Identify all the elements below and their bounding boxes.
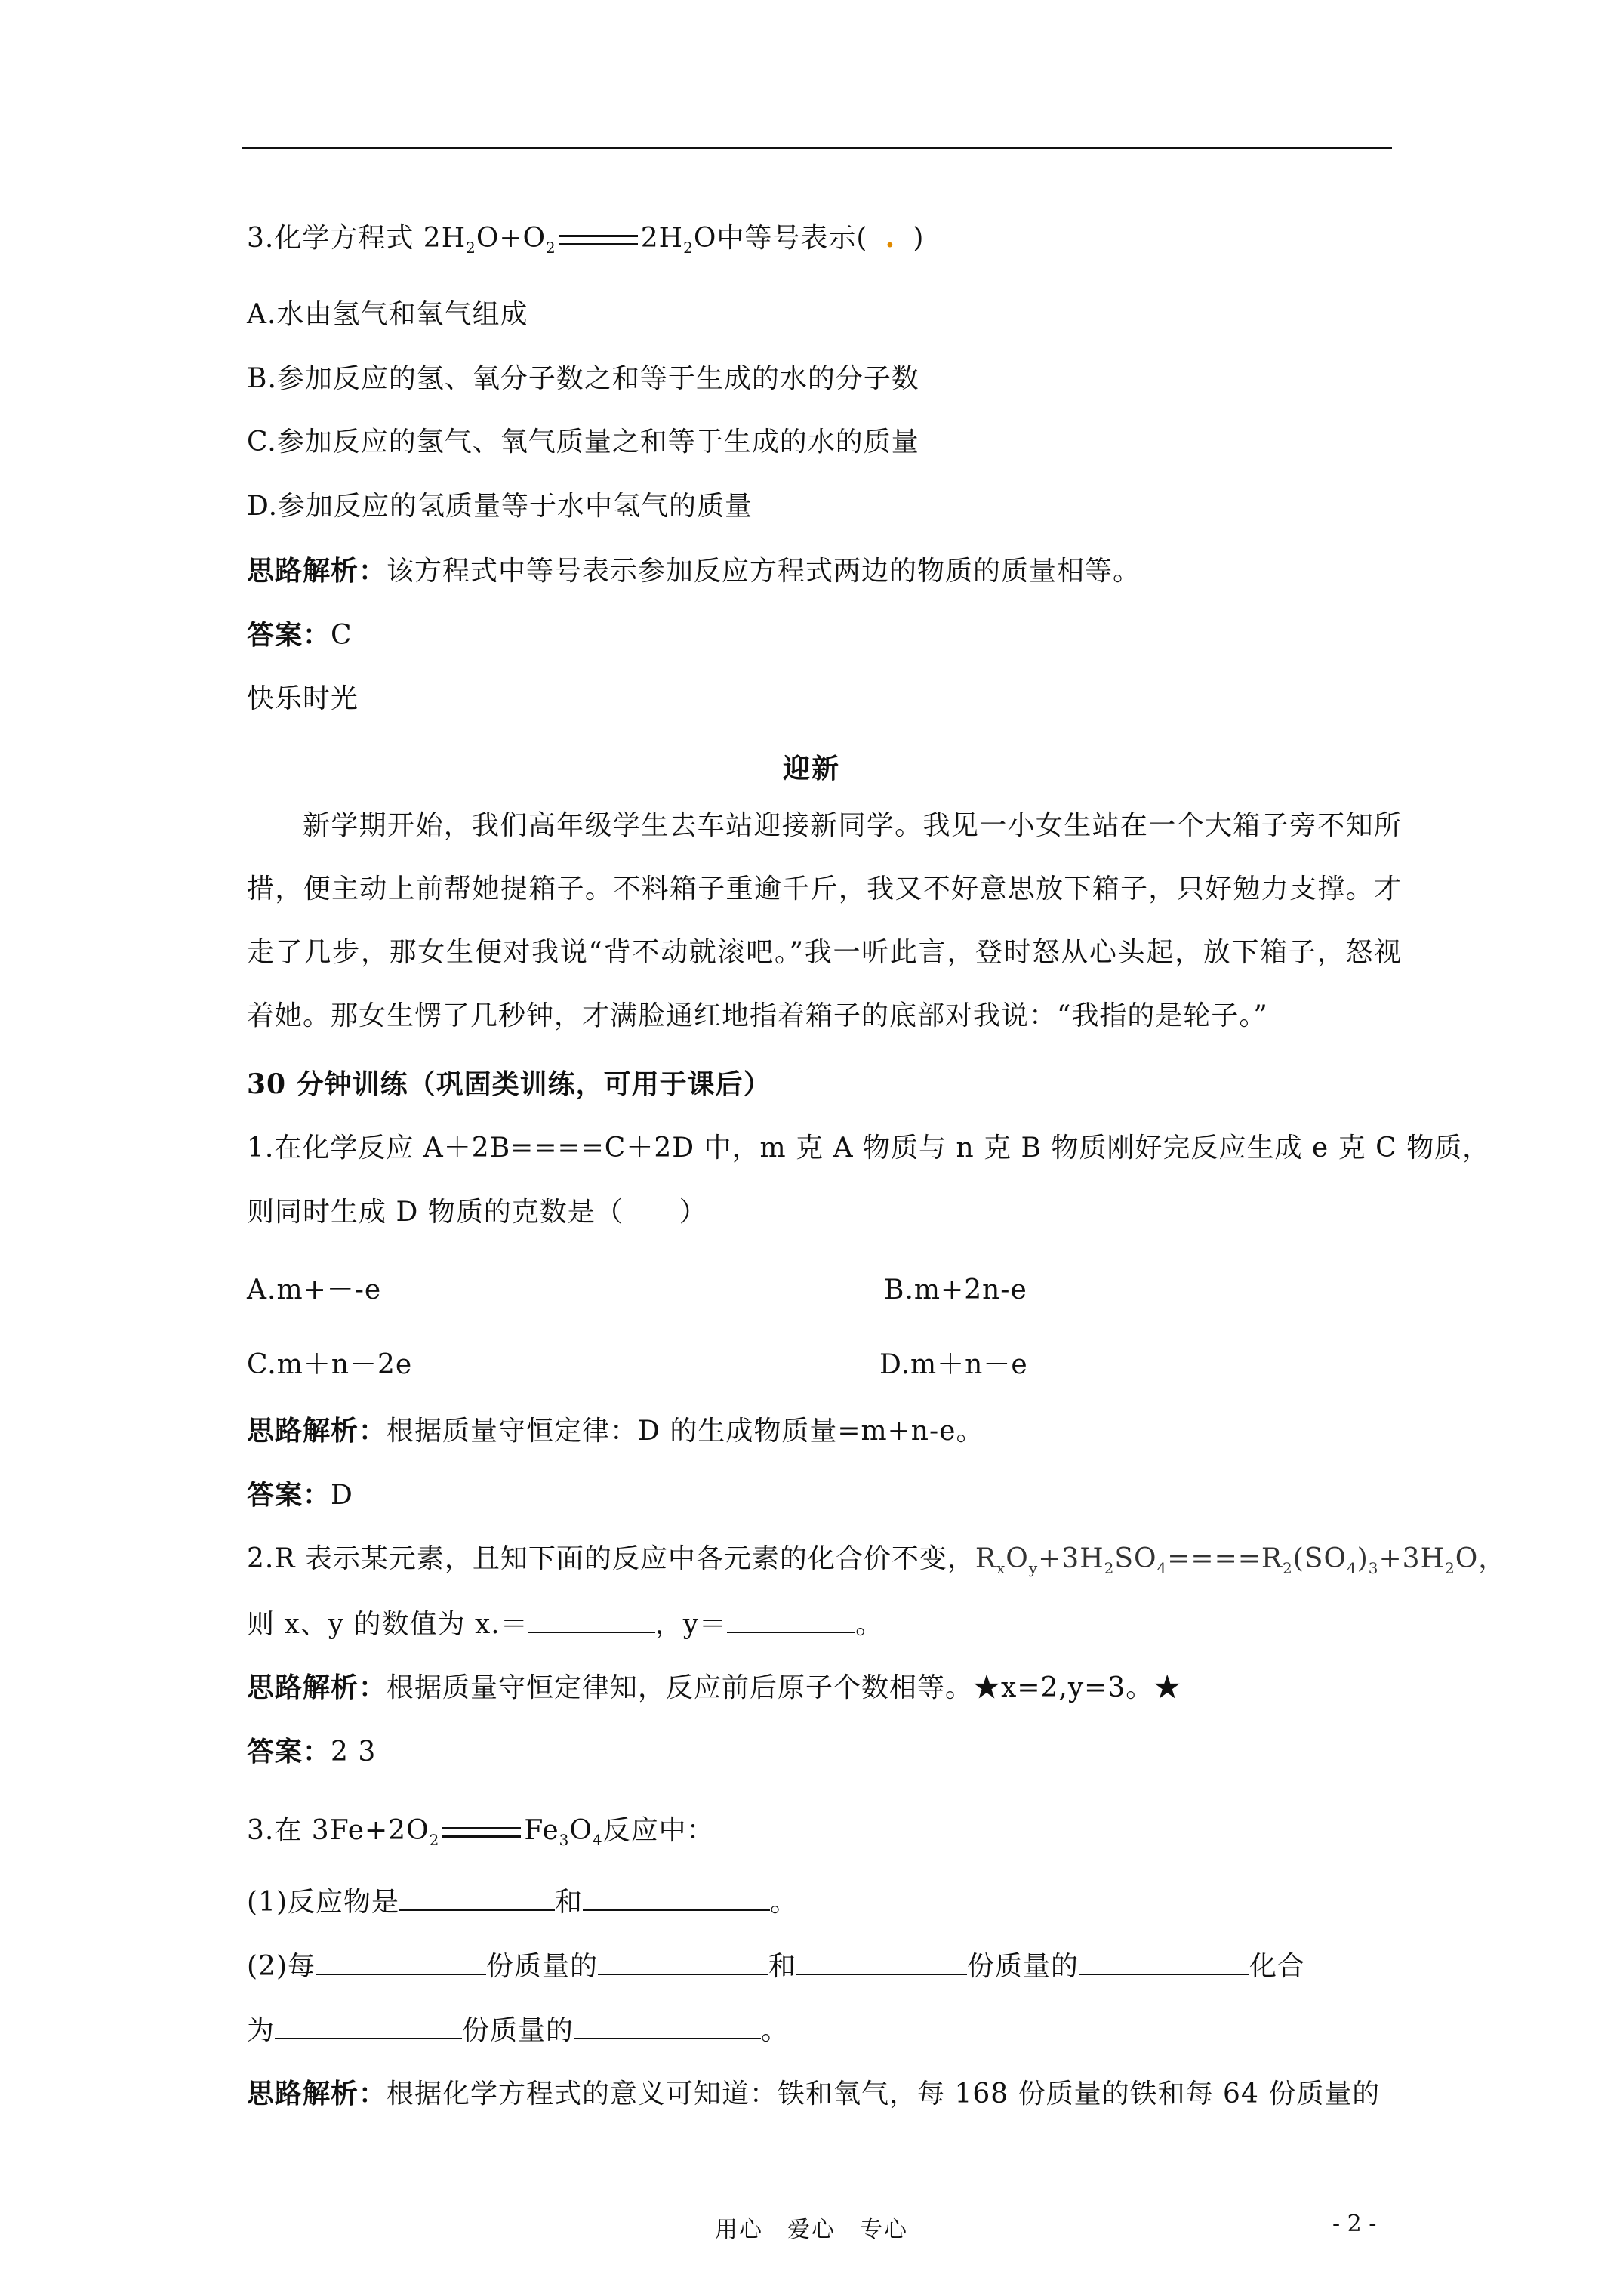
training-heading: 30 分钟训练（巩固类训练，可用于课后） (247, 1068, 771, 1100)
reactant-2-blank[interactable] (583, 1884, 770, 1911)
product-blank[interactable] (574, 2012, 761, 2039)
q3-sub2-line1: (2)每 份质量的 和 份质量的 化合 (247, 1948, 1394, 1984)
footer-motto: 用心 爱心 专心 (715, 2217, 908, 2243)
page-number: - 2 - (1332, 2211, 1377, 2237)
q3-old-analysis: 思路解析：该方程式中等号表示参加反应方程式两边的物质的质量相等。 (247, 555, 1141, 587)
story-paragraph: 新学期开始，我们高年级学生去车站迎接新同学。我见一小女生站在一个大箱子旁不知所措，便主动上前帮她提箱子。不料箱子重逾千斤，我又不好意思放下箱子，只好勉力支撑。才走了几步，那女生便对我说“背不动就滚吧。”我一听此言，登时怒从心头起，放下箱子，怒视着她。那女生愣了几秒钟，才满脸通红地指着箱子的底部对我说：“我指的是轮子。” (247, 810, 1402, 1031)
q1-option-b: B.m+2n-e (884, 1274, 1027, 1305)
q2-analysis: 思路解析：根据质量守恒定律知，反应前后原子个数相等。★x=2,y=3。★ (247, 1672, 1182, 1703)
q2-answer: 答案：2 3 (247, 1736, 377, 1767)
q3-old-option-a: A.水由氢气和氧气组成 (247, 299, 528, 330)
q3-sub2-line2: 为 份质量的 。 (247, 2012, 789, 2048)
story-title: 迎新 (782, 753, 840, 784)
q3-old-option-c: C.参加反应的氢气、氧气质量之和等于生成的水的质量 (247, 427, 919, 458)
substance-blank-2[interactable] (1079, 1948, 1249, 1975)
q3-sub1: (1)反应物是 和 。 (247, 1884, 798, 1920)
mass-blank-1[interactable] (316, 1948, 486, 1975)
reactant-1-blank[interactable] (399, 1884, 555, 1911)
mass-blank-3[interactable] (275, 2012, 462, 2039)
q2-line2: 则 x、y 的数值为 x.＝ ，y＝ 。 (247, 1606, 883, 1642)
happy-heading: 快乐时光 (247, 683, 359, 714)
q1-option-d: D.m＋n－e (879, 1349, 1028, 1380)
y-blank[interactable] (727, 1606, 855, 1633)
q1-line2: 则同时生成 D 物质的克数是（ ） (247, 1197, 707, 1228)
x-blank[interactable] (528, 1606, 655, 1633)
q1-line1: 1.在化学反应 A＋2B====C＋2D 中，m 克 A 物质与 n 克 B 物质刚好完反应生成 e 克 C 物质， (247, 1133, 1491, 1163)
q3-old-option-b: B.参加反应的氢、氧分子数之和等于生成的水的分子数 (247, 363, 919, 394)
header-rule (242, 147, 1392, 149)
mass-blank-2[interactable] (796, 1948, 967, 1975)
q3-old-option-d: D.参加反应的氢质量等于水中氢气的质量 (247, 491, 753, 522)
q1-option-a: A.m+－-e (247, 1274, 382, 1305)
q1-analysis: 思路解析：根据质量守恒定律：D 的生成物质量=m+n-e。 (247, 1415, 984, 1447)
q1-answer: 答案：D (247, 1479, 353, 1511)
substance-blank-1[interactable] (598, 1948, 768, 1975)
q3-old-answer: 答案：C (247, 619, 353, 651)
equals-sign-icon (559, 235, 638, 245)
q3-analysis: 思路解析：根据化学方程式的意义可知道：铁和氧气，每 168 份质量的铁和每 64 份质量的 (247, 2078, 1381, 2110)
q3-old-stem: 3.化学方程式 $2H_2O+O_2$ $2H_2O$中等号表示( . ) (247, 222, 925, 257)
equals-sign-icon (442, 1827, 521, 1838)
q2-line1: 2.R 表示某元素，且知下面的反应中各元素的化合价不变，$R_xO_y+3H_2SO_4====R_2(SO_4)_3+3H_2O$， (247, 1543, 1507, 1578)
q1-option-c: C.m＋n－2e (247, 1349, 413, 1380)
q3-stem: 3.在 $3Fe+2O_2$ $Fe_3O_4$反应中： (247, 1815, 715, 1850)
